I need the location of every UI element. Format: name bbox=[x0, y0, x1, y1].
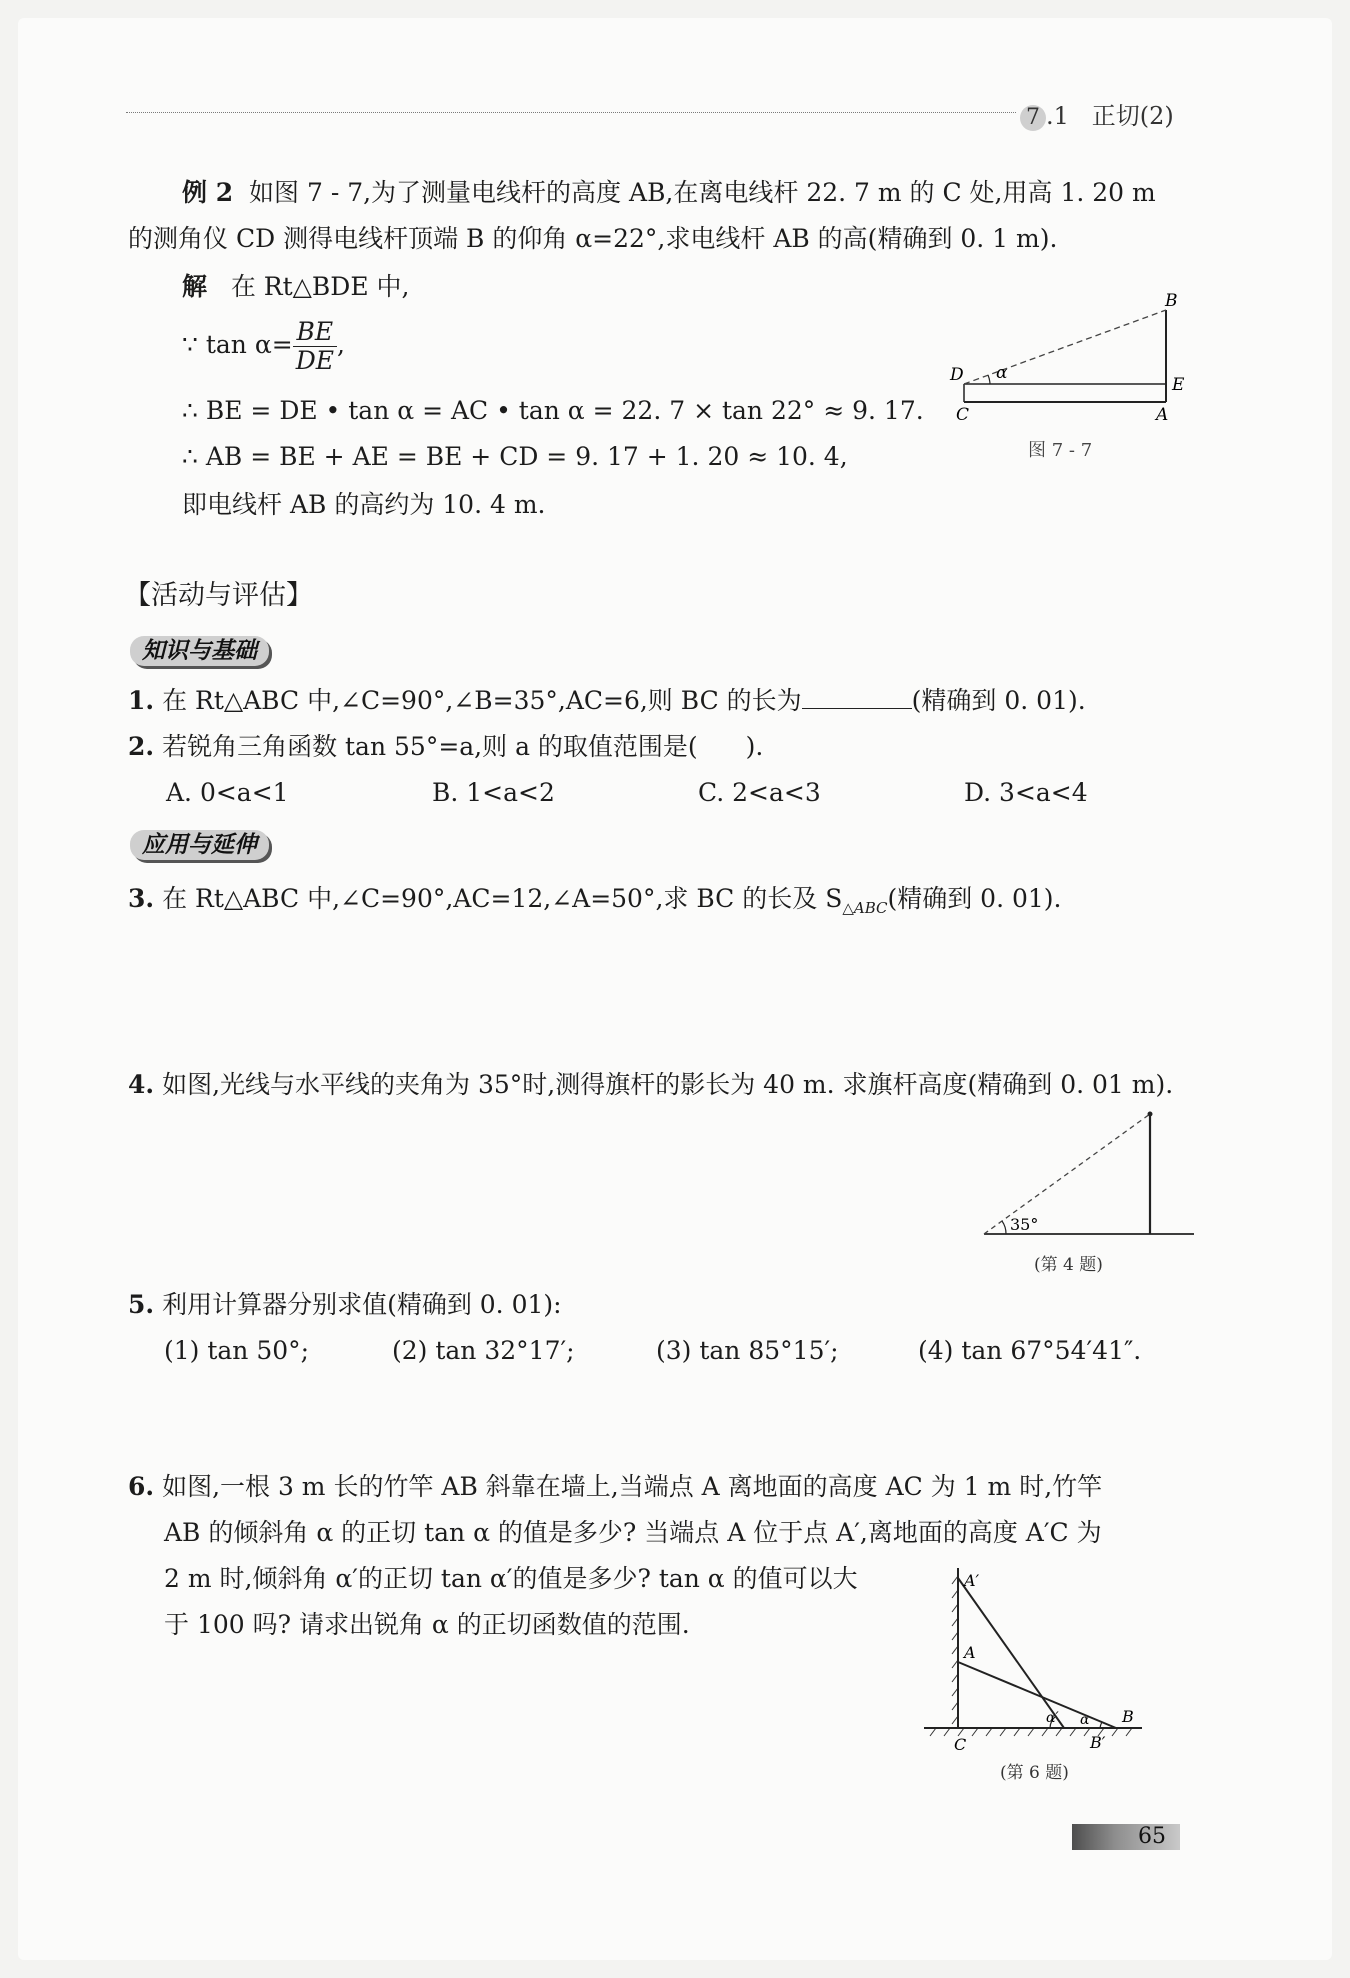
example-label: 例 2 bbox=[182, 178, 234, 207]
label-b-prime: B′ bbox=[1090, 1733, 1106, 1752]
question-text: 若锐角三角函数 tan 55°=a,则 a 的取值范围是( bbox=[162, 732, 698, 761]
label-a-prime: A′ bbox=[964, 1571, 980, 1590]
fraction bbox=[293, 318, 337, 375]
question-text: 在 Rt△ABC 中,∠C=90°,AC=12,∠A=50°,求 BC 的长及 S bbox=[162, 884, 843, 913]
question-number: 4. bbox=[128, 1070, 155, 1099]
solution-text: 在 Rt△BDE 中, bbox=[230, 272, 410, 301]
header-rule bbox=[126, 112, 1016, 113]
badge-application: 应用与延伸 bbox=[130, 830, 269, 860]
question-4 bbox=[128, 1068, 1173, 1102]
figure-q4 bbox=[976, 1108, 1206, 1288]
q5-part-2: (2) tan 32°17′; bbox=[392, 1336, 575, 1365]
question-text-end: (精确到 0. 01). bbox=[887, 884, 1062, 913]
solution-conclusion: 即电线杆 AB 的高约为 10. 4 m. bbox=[182, 490, 546, 519]
question-text: 在 Rt△ABC 中,∠C=90°,∠B=35°,AC=6,则 BC 的长为 bbox=[162, 686, 802, 715]
label-d: D bbox=[950, 365, 964, 385]
q5-part-1: (1) tan 50°; bbox=[164, 1336, 310, 1365]
question-text: 利用计算器分别求值(精确到 0. 01): bbox=[162, 1290, 562, 1319]
solution-step1: ∴ BE = DE • tan α = AC • tan α = 22. 7 × tan 22° ≈ 9. 17. bbox=[182, 396, 924, 425]
chapter-badge: 7 bbox=[1020, 105, 1046, 131]
label-e: E bbox=[1172, 375, 1185, 395]
label-c: C bbox=[956, 405, 970, 425]
badge-knowledge: 知识与基础 bbox=[130, 636, 269, 666]
question-text: 如图,一根 3 m 长的竹竿 AB 斜靠在墙上,当端点 A 离地面的高度 AC 为 1 m 时,竹竿 bbox=[162, 1472, 1103, 1501]
figure-caption: (第 4 题) bbox=[1034, 1255, 1103, 1275]
question-6-line4: 于 100 吗? 请求出锐角 α 的正切函数值的范围. bbox=[164, 1610, 690, 1639]
label-alpha-prime: α′ bbox=[1046, 1710, 1059, 1726]
answer-blank[interactable] bbox=[802, 684, 912, 709]
q2-option-c[interactable]: C. 2<a<3 bbox=[698, 778, 821, 807]
example2-line2: 的测角仪 CD 测得电线杆顶端 B 的仰角 α=22°,求电线杆 AB 的高(精确到 0. 1 m). bbox=[128, 224, 1058, 253]
question-text-end: (精确到 0. 01). bbox=[911, 686, 1086, 715]
solution-label: 解 bbox=[182, 272, 208, 301]
figure-7-7 bbox=[940, 290, 1200, 470]
fraction-numerator: BE bbox=[293, 318, 337, 347]
solution-line1 bbox=[182, 270, 409, 304]
page-number: 65 bbox=[1138, 1824, 1166, 1849]
q2-option-a[interactable]: A. 0<a<1 bbox=[166, 778, 289, 807]
question-number: 3. bbox=[128, 884, 155, 913]
label-c: C bbox=[954, 1735, 967, 1754]
angle-label: 35° bbox=[1010, 1215, 1039, 1234]
figure-q6 bbox=[910, 1556, 1170, 1786]
q5-part-4: (4) tan 67°54′41″. bbox=[918, 1336, 1142, 1365]
example2-line1 bbox=[182, 176, 1156, 210]
question-1 bbox=[128, 684, 1086, 718]
question-5 bbox=[128, 1288, 562, 1322]
area-subscript: △ABC bbox=[842, 899, 888, 917]
angle-arc bbox=[1002, 1221, 1006, 1234]
figure-caption: 图 7 - 7 bbox=[1028, 440, 1093, 461]
label-b: B bbox=[1165, 291, 1178, 311]
fraction-denominator: DE bbox=[295, 346, 334, 375]
running-header bbox=[1020, 96, 1174, 131]
label-alpha: α bbox=[1080, 1712, 1090, 1728]
figure-caption: (第 6 题) bbox=[1000, 1763, 1069, 1783]
question-number: 1. bbox=[128, 686, 155, 715]
question-number: 5. bbox=[128, 1290, 155, 1319]
section-heading: 【活动与评估】 bbox=[124, 580, 313, 611]
section-number: .1 bbox=[1046, 102, 1069, 130]
label-b: B bbox=[1122, 1707, 1134, 1726]
q2-option-b[interactable]: B. 1<a<2 bbox=[432, 778, 555, 807]
label-alpha: α bbox=[996, 363, 1008, 383]
label-a: A bbox=[964, 1643, 976, 1662]
sight-line bbox=[964, 310, 1166, 384]
fraction-tail: , bbox=[336, 330, 345, 359]
question-text-end: ). bbox=[745, 732, 764, 761]
question-number: 2. bbox=[128, 732, 155, 761]
question-6-line3: 2 m 时,倾斜角 α′的正切 tan α′的值是多少? tan α 的值可以大 bbox=[164, 1564, 858, 1593]
q2-option-d[interactable]: D. 3<a<4 bbox=[964, 778, 1088, 807]
q5-part-3: (3) tan 85°15′; bbox=[656, 1336, 839, 1365]
pole-ab bbox=[958, 1662, 1116, 1728]
because-text: ∵ tan α= bbox=[182, 330, 293, 359]
section-title: 正切(2) bbox=[1091, 102, 1174, 130]
label-a: A bbox=[1156, 405, 1169, 425]
solution-step2: ∴ AB = BE + AE = BE + CD = 9. 17 + 1. 20 ≈ 10. 4, bbox=[182, 442, 848, 471]
question-6-line1 bbox=[128, 1470, 1102, 1504]
because-line bbox=[182, 318, 345, 375]
question-6-line2: AB 的倾斜角 α 的正切 tan α 的值是多少? 当端点 A 位于点 A′,离地面的高度 A′C 为 bbox=[164, 1518, 1102, 1547]
question-text: 如图,光线与水平线的夹角为 35°时,测得旗杆的影长为 40 m. 求旗杆高度(精确到 0. 01 m). bbox=[162, 1070, 1174, 1099]
question-2 bbox=[128, 730, 763, 764]
question-3 bbox=[128, 882, 1062, 925]
question-number: 6. bbox=[128, 1472, 155, 1501]
angle-arc bbox=[988, 375, 990, 384]
example-text: 如图 7 - 7,为了测量电线杆的高度 AB,在离电线杆 22. 7 m 的 C 处,用高 1. 20 m bbox=[249, 178, 1156, 207]
light-ray bbox=[984, 1114, 1150, 1234]
